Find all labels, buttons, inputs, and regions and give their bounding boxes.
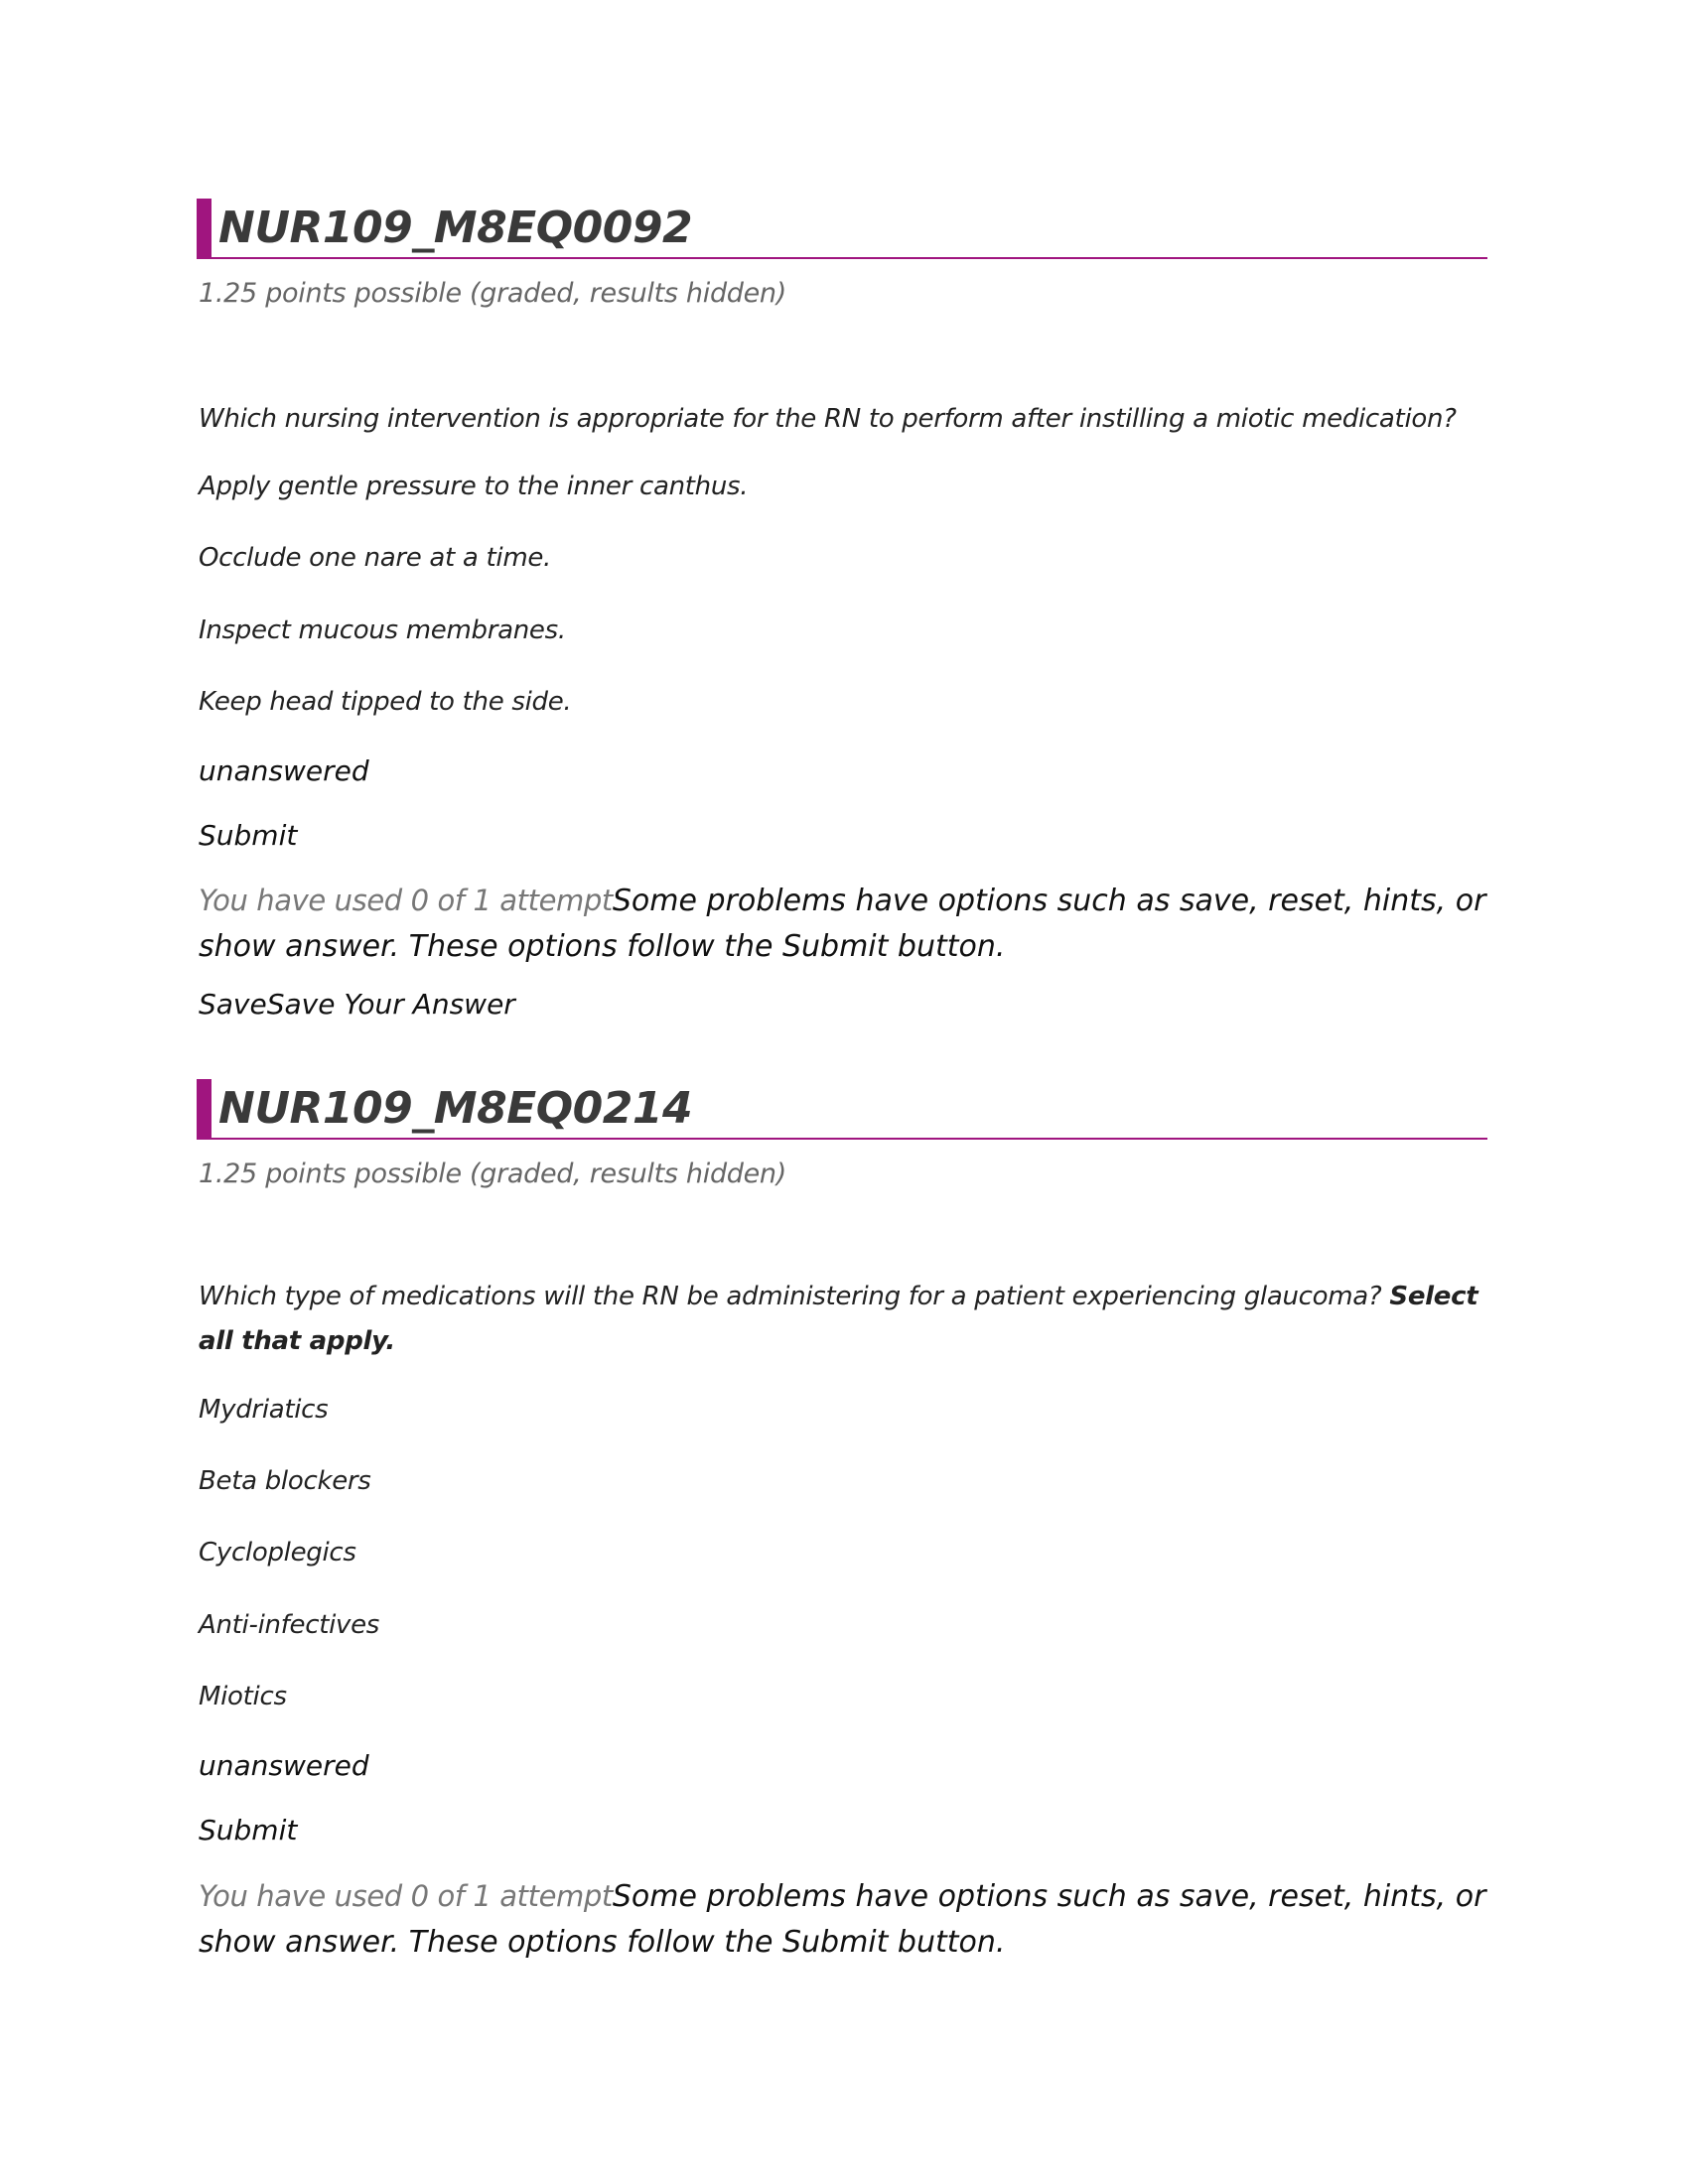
- answer-status: unanswered: [199, 1749, 369, 1782]
- points-possible: 1.25 points possible (graded, results hidden): [199, 1159, 786, 1189]
- save-button-label: Save Your Answer: [266, 988, 515, 1021]
- choice-2[interactable]: Beta blockers: [199, 1466, 371, 1496]
- problem-nur109-m8eq0214: [197, 1079, 1487, 1960]
- save-button[interactable]: Save: [199, 988, 267, 1021]
- choice-1[interactable]: Apply gentle pressure to the inner canthus.: [199, 472, 749, 501]
- problem-header: [197, 199, 1487, 259]
- save-row: [199, 988, 515, 1021]
- problem-nur109-m8eq0092: [197, 199, 1487, 1021]
- problem-title: NUR109_M8EQ0092: [218, 203, 693, 253]
- attempts-used: You have used 0 of 1 attempt: [199, 884, 613, 917]
- attempts-info: [199, 1873, 1489, 1966]
- question-prompt: Which type of medications will the RN be administering for a patient experiencing glaucoma?: [199, 1282, 1390, 1311]
- question-text: [199, 397, 1479, 442]
- choice-3[interactable]: Cycloplegics: [199, 1538, 356, 1568]
- submit-button[interactable]: Submit: [199, 1814, 298, 1846]
- choice-3[interactable]: Inspect mucous membranes.: [199, 615, 566, 645]
- attempts-used: You have used 0 of 1 attempt: [199, 1879, 613, 1913]
- question-emphasis: Select all that apply.: [199, 1282, 1478, 1356]
- question-prompt: Which nursing intervention is appropriate for the RN to perform after instilling a miotic medication?: [199, 404, 1457, 434]
- title-accent-bar: [197, 1079, 211, 1140]
- options-note: Some problems have options such as save, reset, hints, or show answer. These options follow the Submit button.: [199, 884, 1486, 964]
- choice-5[interactable]: Miotics: [199, 1682, 287, 1711]
- options-note: Some problems have options such as save, reset, hints, or show answer. These options follow the Submit button.: [199, 1879, 1486, 1960]
- question-text: [199, 1275, 1479, 1364]
- attempts-info: [199, 878, 1489, 970]
- choice-4[interactable]: Keep head tipped to the side.: [199, 687, 572, 717]
- choice-1[interactable]: Mydriatics: [199, 1395, 329, 1425]
- problem-header: [197, 1079, 1487, 1140]
- submit-button[interactable]: Submit: [199, 819, 298, 852]
- title-accent-bar: [197, 199, 211, 259]
- points-possible: 1.25 points possible (graded, results hidden): [199, 278, 786, 309]
- problem-title: NUR109_M8EQ0214: [218, 1083, 693, 1134]
- answer-status: unanswered: [199, 754, 369, 787]
- choice-4[interactable]: Anti-infectives: [199, 1610, 380, 1640]
- choice-2[interactable]: Occlude one nare at a time.: [199, 543, 552, 573]
